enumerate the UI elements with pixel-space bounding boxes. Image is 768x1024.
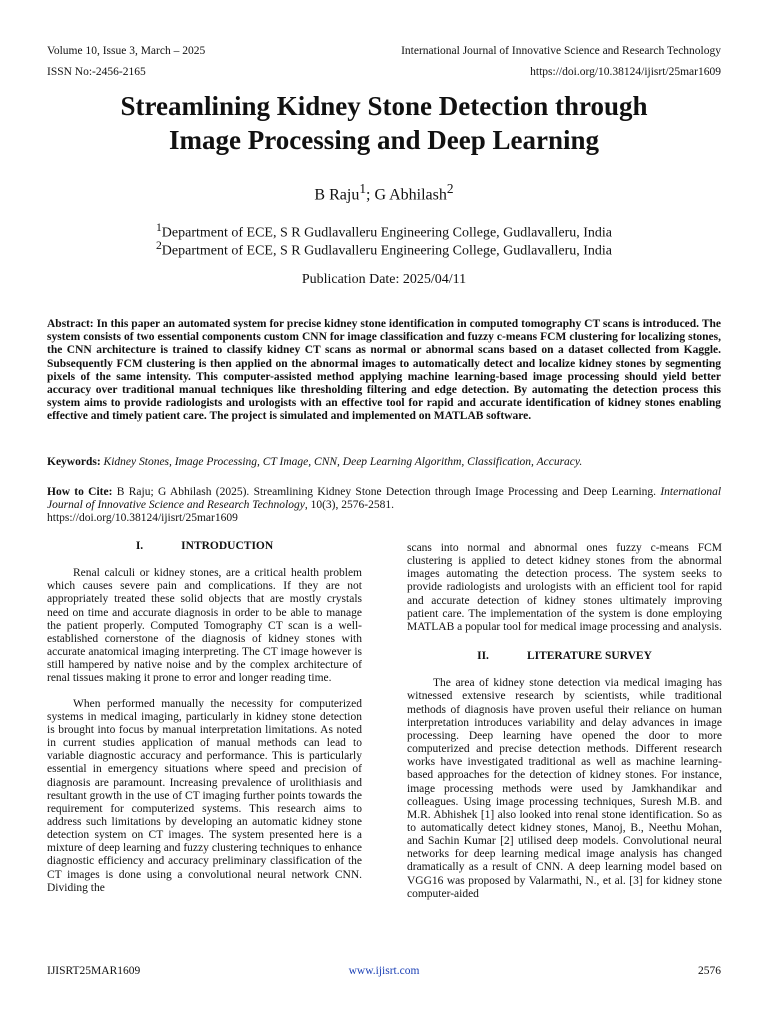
section-2-title: LITERATURE SURVEY — [526, 650, 652, 663]
footer-left: IJISRT25MAR1609 — [47, 965, 141, 977]
author-2-sup: 2 — [446, 181, 454, 196]
author-1-sup: 1 — [359, 181, 366, 196]
section-1-heading — [47, 540, 362, 553]
right-column — [407, 542, 722, 913]
citation — [47, 486, 721, 526]
section-1-number: I. — [135, 540, 144, 552]
section-2-heading — [407, 650, 722, 663]
publication-date: Publication Date: 2025/04/11 — [301, 272, 467, 287]
affiliation-1-text: Department of ECE, S R Gudlavalleru Engineering College, Gudlavalleru, India — [161, 225, 613, 241]
header-doi[interactable]: https://doi.org/10.38124/ijisrt/25mar1609 — [530, 66, 721, 78]
affiliation-2-text: Department of ECE, S R Gudlavalleru Engineering College, Gudlavalleru, India — [161, 243, 613, 259]
section-1-title: INTRODUCTION — [181, 540, 274, 552]
left-column — [47, 540, 362, 907]
author-separator: ; — [365, 186, 375, 204]
keywords-label: Keywords: — [47, 456, 101, 468]
intro-paragraph-1: Renal calculi or kidney stones, are a critical health problem which causes severe pain and complications. If they are not appropriately treated these solid objects that are mostly crystals need on time and accurate diagnosis in order to be able to manage the patient properly. Computed Tomography CT scan is a well-established cornerstone of the diagnosis of kidney stones with accurate anatomical imaging interpreting. The CT image however is still hampered by native noise and by the complex architecture of renal tissues making it prone to error and longer reading time. — [47, 567, 362, 685]
abstract: Abstract: In this paper an automated system for precise kidney stone identification in computed tomography CT scans is introduced. The system consists of two essential components custom CNN for image classification and fuzzy c-means FCM clustering for localizing stones, the CNN architecture is trained to classify kidney CT scans as normal or abnormal scans based on a dataset collected from Kaggle. Subsequently FCM clustering is then applied on the abnormal images to automatically detect and localize kidney stones by segmenting pixels of the same intensity. This computer-assisted method applying machine learning-based image processing should yield better accuracy over traditional manual techniques like thresholding filtering and edge detection. By automating the detection process this system aims to provide radiologists and urologists with an effective tool for rapid and accurate identification of kidney stones enabling effective and timely patient care. The project is simulated and implemented on MATLAB software. — [47, 318, 721, 423]
keywords-value: Kidney Stones, Image Processing, CT Image, CNN, Deep Learning Algorithm, Classification, Accuracy. — [103, 456, 583, 468]
header-volume: Volume 10, Issue 3, March – 2025 — [47, 45, 206, 57]
header-journal: International Journal of Innovative Science and Research Technology — [401, 45, 721, 57]
keywords — [47, 456, 721, 469]
affiliation-2-sup: 2 — [155, 239, 162, 252]
footer-page-number: 2576 — [698, 965, 721, 977]
intro-paragraph-2-continued: scans into normal and abnormal ones fuzzy c-means FCM clustering is applied to detect kidney stones from the abnormal images automating the detection process. The system seeks to provide radiologists and urologists with an efficient tool for rapid and accurate detection of kidney stones ultimately improving patient care. The implementation of the system is done employing MATLAB a popular tool for medical image processing and analysis. — [407, 542, 722, 633]
citation-journal: International Journal of Innovative Science and Research Technology — [47, 486, 722, 512]
title-line-1: Streamlining Kidney Stone Detection through — [120, 91, 648, 121]
authors — [0, 181, 768, 204]
footer-website[interactable]: www.ijisrt.com — [348, 965, 420, 977]
section-2-number: II. — [477, 650, 489, 663]
paper-title — [30, 89, 738, 157]
intro-paragraph-2: When performed manually the necessity for computerized systems in medical imaging, particularly in kidney stone detection is brought into focus by manual interpretation limitations. As noted in current studies application of manual methods can lead to variable diagnostic accuracy and performance. This is particularly essential in emergency situations where speed and precision of diagnosis are paramount. Increasing prevalence of urolithiasis and resultant growth in the use of CT imaging further points towards the requirement for computerized systems. This research aims to address such limitations by developing an automatic kidney stone detection system on CT images. The system presented here is a mixture of deep learning and fuzzy clustering techniques to enhance diagnostic efficiency and accuracy preliminary classification of the CT images is done using a convolutional neural network CNN. Dividing the — [47, 697, 362, 894]
citation-volume: , 10(3), 2576-2581. — [304, 499, 394, 512]
literature-paragraph-1: The area of kidney stone detection via medical imaging has witnessed extensive research by scientists, while traditional methods of diagnosis have proven useful their reliance on human interpretation introduces variability and delay advances in image processing. Deep learning have opened the door to more computerized and precise detection methods. Different research works have investigated traditional as well as machine learning-based approaches for the detection of kidney stones. For instance, image processing methods were used by Jamkhandikar and colleagues. Using image processing techniques, Suresh M.B. and M.R. Abhishek [1] also looked into renal stone identification. So as to automatically detect kidney stones, Manoj, B., Neethu Mohan, and Sachin Kumar [2] utilised deep models. Convolutional neural networks for deep learning medical image analysis has changed dramatically as a result of CNN. A deep learning model based on VGG16 was proposed by Valarmathi, N., et al. [3] for kidney stone computer-aided — [407, 677, 722, 900]
affiliation-1-sup: 1 — [155, 221, 162, 234]
header-issn: ISSN No:-2456-2165 — [47, 66, 146, 78]
citation-label: How to Cite: — [47, 486, 113, 498]
affiliation-2 — [0, 237, 768, 261]
author-2: G Abhilash — [374, 186, 447, 204]
author-1: B Raju — [314, 186, 360, 204]
citation-text: B Raju; G Abhilash (2025). Streamlining Kidney Stone Detection through Image Processing and Deep Learning. — [116, 486, 657, 498]
title-line-2: Image Processing and Deep Learning — [169, 125, 599, 155]
citation-doi[interactable]: https://doi.org/10.38124/ijisrt/25mar1609 — [47, 512, 238, 525]
